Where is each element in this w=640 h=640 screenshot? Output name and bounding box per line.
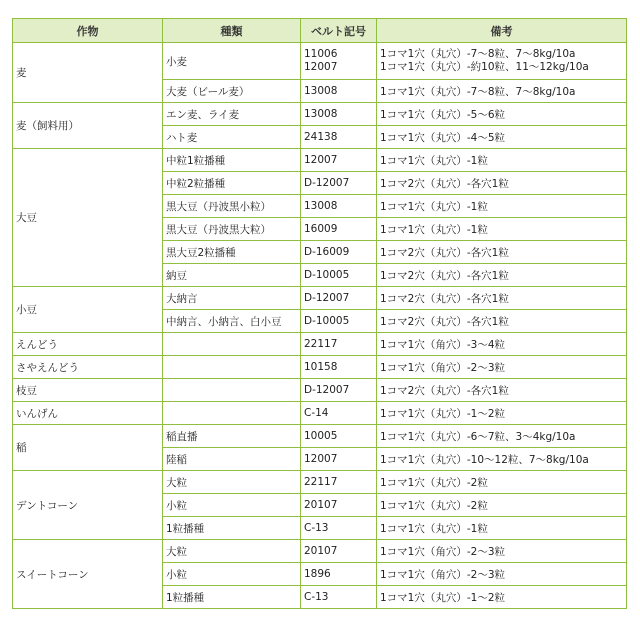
belt-code-cell (301, 80, 377, 103)
type-cell: ハト麦 (163, 126, 301, 149)
type-cell: 黒大豆2粒播種 (163, 241, 301, 264)
notes-cell (377, 310, 627, 333)
type-cell (163, 333, 301, 356)
belt-code-cell (301, 43, 377, 80)
note-text: 1コマ1穴（丸穴）-4〜5粒 (380, 131, 506, 144)
belt-code-cell (301, 264, 377, 287)
note-text: 1コマ1穴（角穴）-3〜4粒 (380, 338, 506, 351)
note-text: 1コマ1穴（丸穴）-1粒 (380, 522, 488, 535)
belt-code: D-12007 (304, 384, 350, 396)
notes-cell (377, 448, 627, 471)
belt-code: 20107 (304, 545, 338, 557)
belt-code: 10158 (304, 361, 338, 373)
type-cell (163, 379, 301, 402)
table-row (13, 356, 627, 379)
belt-code: C-14 (304, 407, 329, 419)
belt-code: D-16009 (304, 246, 350, 258)
note-text: 1コマ1穴（丸穴）-1粒 (380, 154, 488, 167)
notes-cell (377, 402, 627, 425)
type-cell: 小粒 (163, 494, 301, 517)
belt-code-cell (301, 172, 377, 195)
type-cell: 大麦（ビール麦） (163, 80, 301, 103)
notes-cell (377, 80, 627, 103)
crop-cell: 稲 (13, 425, 163, 471)
type-cell: 1粒播種 (163, 517, 301, 540)
type-cell: 大粒 (163, 471, 301, 494)
seed-belt-table (12, 18, 627, 609)
notes-cell (377, 241, 627, 264)
notes-cell (377, 43, 627, 80)
belt-code-cell (301, 126, 377, 149)
type-cell: 陸稲 (163, 448, 301, 471)
table-row (13, 103, 627, 126)
crop-cell: 小豆 (13, 287, 163, 333)
type-cell: 小粒 (163, 563, 301, 586)
notes-cell (377, 494, 627, 517)
belt-code: 22117 (304, 338, 338, 350)
belt-code-cell (301, 494, 377, 517)
belt-code: C-13 (304, 522, 329, 534)
belt-code: 13008 (304, 85, 338, 97)
note-text: 1コマ1穴（丸穴）-7〜8粒、7〜8kg/10a (380, 48, 576, 60)
belt-code: D-12007 (304, 177, 350, 189)
belt-code-cell (301, 517, 377, 540)
note-text: 1コマ1穴（丸穴）-7〜8粒、7〜8kg/10a (380, 85, 576, 98)
notes-cell (377, 287, 627, 310)
belt-code: 1896 (304, 568, 331, 580)
belt-code: 22117 (304, 476, 338, 488)
type-cell (163, 402, 301, 425)
note-text: 1コマ1穴（丸穴）-6〜7粒、3〜4kg/10a (380, 430, 576, 443)
notes-cell (377, 218, 627, 241)
notes-cell (377, 586, 627, 609)
table-row (13, 402, 627, 425)
notes-cell (377, 103, 627, 126)
note-text: 1コマ1穴（丸穴）-1〜2粒 (380, 591, 506, 604)
type-cell: 小麦 (163, 43, 301, 80)
crop-cell: さやえんどう (13, 356, 163, 379)
note-text: 1コマ1穴（丸穴）-2粒 (380, 476, 488, 489)
note-text: 1コマ1穴（丸穴）-1粒 (380, 200, 488, 213)
belt-code-cell (301, 103, 377, 126)
notes-cell (377, 540, 627, 563)
note-text: 1コマ1穴（角穴）-2〜3粒 (380, 545, 506, 558)
notes-cell (377, 425, 627, 448)
type-cell: エン麦、ライ麦 (163, 103, 301, 126)
note-text: 1コマ2穴（丸穴）-各穴1粒 (380, 315, 509, 328)
header-type: 種類 (163, 19, 301, 43)
belt-code-cell (301, 310, 377, 333)
belt-code-cell (301, 540, 377, 563)
note-text: 1コマ1穴（丸穴）-2粒 (380, 499, 488, 512)
note-text: 1コマ1穴（丸穴）-5〜6粒 (380, 108, 506, 121)
note-text: 1コマ2穴（丸穴）-各穴1粒 (380, 246, 509, 259)
type-cell: 中粒1粒播種 (163, 149, 301, 172)
note-text: 1コマ2穴（丸穴）-各穴1粒 (380, 269, 509, 282)
note-text: 1コマ1穴（丸穴）-約10粒、11〜12kg/10a (380, 61, 589, 73)
belt-code-cell (301, 195, 377, 218)
belt-code: 16009 (304, 223, 338, 235)
table-row (13, 43, 627, 80)
table-header-row (13, 19, 627, 43)
crop-cell: 麦（飼料用） (13, 103, 163, 149)
belt-code-cell (301, 586, 377, 609)
type-cell: 黒大豆（丹波黒小粒） (163, 195, 301, 218)
belt-code-cell (301, 287, 377, 310)
notes-cell (377, 471, 627, 494)
belt-code: D-10005 (304, 269, 350, 281)
type-cell: 1粒播種 (163, 586, 301, 609)
notes-cell (377, 517, 627, 540)
crop-cell: デントコーン (13, 471, 163, 540)
notes-cell (377, 379, 627, 402)
header-notes: 備考 (377, 19, 627, 43)
header-belt-code: ベルト記号 (301, 19, 377, 43)
belt-code: 12007 (304, 453, 338, 465)
belt-code: 11006 (304, 48, 338, 60)
belt-code-cell (301, 425, 377, 448)
belt-code: D-12007 (304, 292, 350, 304)
belt-code-cell (301, 333, 377, 356)
type-cell: 納豆 (163, 264, 301, 287)
belt-code: 13008 (304, 200, 338, 212)
crop-cell: 麦 (13, 43, 163, 103)
note-text: 1コマ1穴（角穴）-2〜3粒 (380, 568, 506, 581)
belt-code-cell (301, 218, 377, 241)
table-row (13, 540, 627, 563)
belt-code-cell (301, 149, 377, 172)
type-cell: 中納言、小納言、白小豆 (163, 310, 301, 333)
notes-cell (377, 149, 627, 172)
note-text: 1コマ1穴（角穴）-2〜3粒 (380, 361, 506, 374)
notes-cell (377, 126, 627, 149)
type-cell: 大粒 (163, 540, 301, 563)
belt-code-cell (301, 448, 377, 471)
belt-code-cell (301, 379, 377, 402)
crop-cell: 枝豆 (13, 379, 163, 402)
note-text: 1コマ2穴（丸穴）-各穴1粒 (380, 292, 509, 305)
belt-code: 12007 (304, 61, 338, 73)
note-text: 1コマ2穴（丸穴）-各穴1粒 (380, 384, 509, 397)
notes-cell (377, 195, 627, 218)
belt-code: 10005 (304, 430, 338, 442)
note-text: 1コマ1穴（丸穴）-1〜2粒 (380, 407, 506, 420)
type-cell: 大納言 (163, 287, 301, 310)
table-body (13, 43, 627, 609)
belt-code: 13008 (304, 108, 338, 120)
crop-cell: スイートコーン (13, 540, 163, 609)
belt-code-cell (301, 471, 377, 494)
table-row (13, 287, 627, 310)
crop-cell: 大豆 (13, 149, 163, 287)
belt-code-cell (301, 563, 377, 586)
note-text: 1コマ1穴（丸穴）-10〜12粒、7〜8kg/10a (380, 453, 589, 466)
notes-cell (377, 333, 627, 356)
belt-code-cell (301, 241, 377, 264)
belt-code: 24138 (304, 131, 338, 143)
crop-cell: いんげん (13, 402, 163, 425)
belt-code: 12007 (304, 154, 338, 166)
belt-code-cell (301, 356, 377, 379)
crop-cell: えんどう (13, 333, 163, 356)
table-row (13, 149, 627, 172)
type-cell: 中粒2粒播種 (163, 172, 301, 195)
belt-code: D-10005 (304, 315, 350, 327)
notes-cell (377, 264, 627, 287)
notes-cell (377, 356, 627, 379)
table-row (13, 379, 627, 402)
type-cell: 稲直播 (163, 425, 301, 448)
belt-code: 20107 (304, 499, 338, 511)
belt-code-cell (301, 402, 377, 425)
seed-belt-table-container (12, 18, 626, 609)
type-cell (163, 356, 301, 379)
table-row (13, 333, 627, 356)
header-crop: 作物 (13, 19, 163, 43)
table-row (13, 471, 627, 494)
note-text: 1コマ2穴（丸穴）-各穴1粒 (380, 177, 509, 190)
table-row (13, 425, 627, 448)
belt-code: C-13 (304, 591, 329, 603)
notes-cell (377, 563, 627, 586)
type-cell: 黒大豆（丹波黒大粒） (163, 218, 301, 241)
notes-cell (377, 172, 627, 195)
note-text: 1コマ1穴（丸穴）-1粒 (380, 223, 488, 236)
